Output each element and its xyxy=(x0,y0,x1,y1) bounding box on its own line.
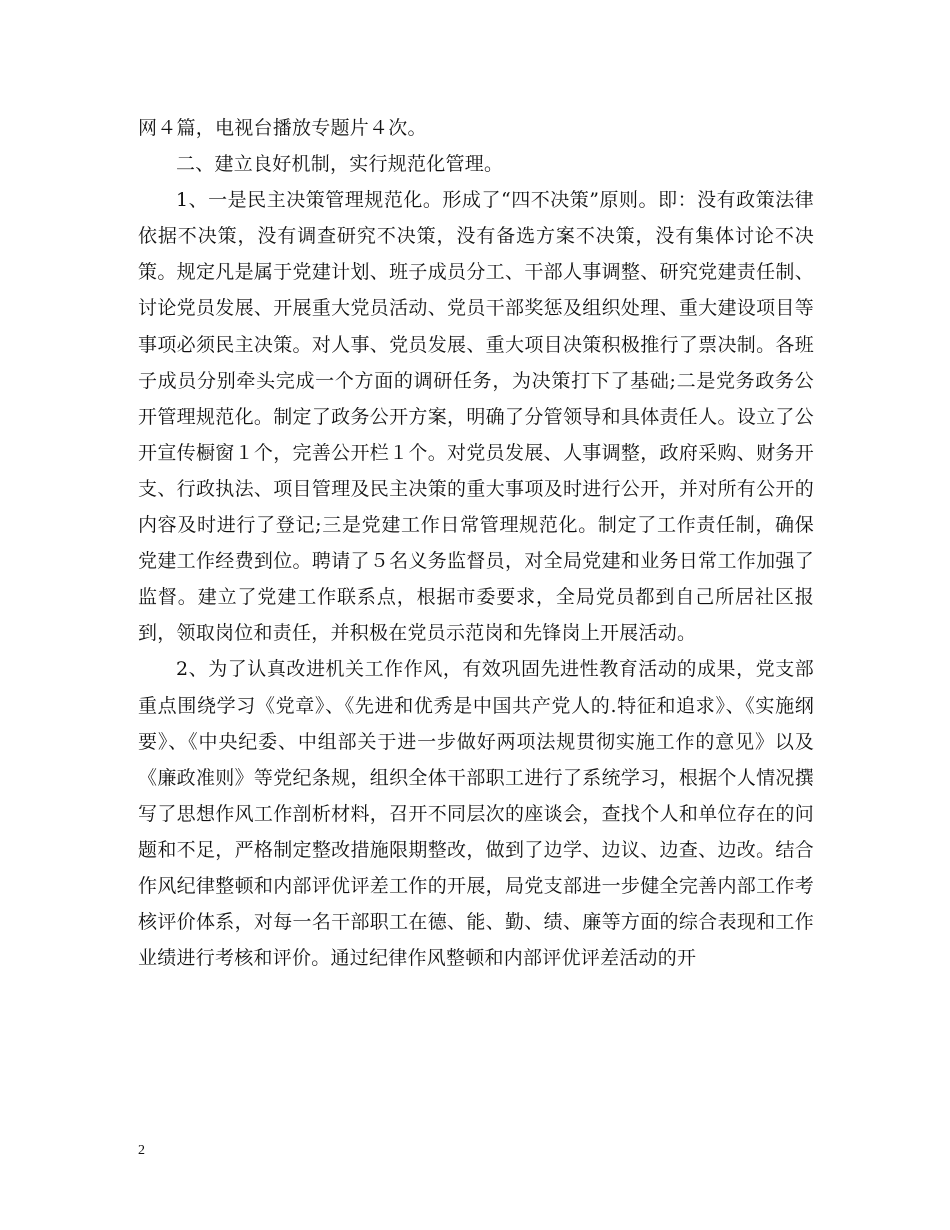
page-number: 2 xyxy=(138,1143,145,1158)
paragraph-continuation: 网４篇，电视台播放专题片４次。 xyxy=(138,117,427,139)
paragraph-work-style: 2、为了认真改进机关工作作风，有效巩固先进性教育活动的成果，党支部重点围绕学习《党章》、《先进和优秀是中国共产党人的.特征和追求》、《实施纲要》、《中央纪委、中组部关于进一步做好两项法规贯彻实施工作的意见》以及《廉政准则》等党纪条规，组织全体干部职工进行了系统学习，根据个人情况撰写了思想作风工作剖析材料，召开不同层次的座谈会，查找个人和单位存在的问题和不足，严格制定整改措施限期整改，做到了边学、边议、边查、边改。结合作风纪律整顿和内部评优评差工作的开展，局党支部进一步健全完善内部工作考核评价体系，对每一名干部职工在德、能、勤、绩、廉等方面的综合表现和工作业绩进行考核和评价。通过纪律作风整顿和内部评优评差活动的开 xyxy=(138,658,814,970)
section-heading-mechanism: 二、建立良好机制，实行规范化管理。 xyxy=(176,153,504,176)
document-body xyxy=(138,110,814,976)
paragraph-democratic-decision: 1、一是民主决策管理规范化。形成了“四不决策”原则。即：没有政策法律依据不决策，没有调查研究不决策，没有备选方案不决策，没有集体讨论不决策。规定凡是属于党建计划、班子成员分工、干部人事调整、研究党建责任制、讨论党员发展、开展重大党员活动、党员干部奖惩及组织处理、重大建设项目等事项必须民主决策。对人事、党员发展、重大项目决策积极推行了票决制。各班子成员分别牵头完成一个方面的调研任务，为决策打下了基础;二是党务政务公开管理规范化。制定了政务公开方案，明确了分管领导和具体责任人。设立了公开宣传橱窗１个，完善公开栏１个。对党员发展、人事调整，政府采购、财务开支、行政执法、项目管理及民主决策的重大事项及时进行公开，并对所有公开的内容及时进行了登记;三是党建工作日常管理规范化。制定了工作责任制，确保党建工作经费到位。聘请了５名义务监督员，对全局党建和业务日常工作加强了监督。建立了党建工作联系点，根据市委要求，全局党员都到自己所居社区报到，领取岗位和责任，并积极在党员示范岗和先锋岗上开展活动。 xyxy=(138,189,814,645)
